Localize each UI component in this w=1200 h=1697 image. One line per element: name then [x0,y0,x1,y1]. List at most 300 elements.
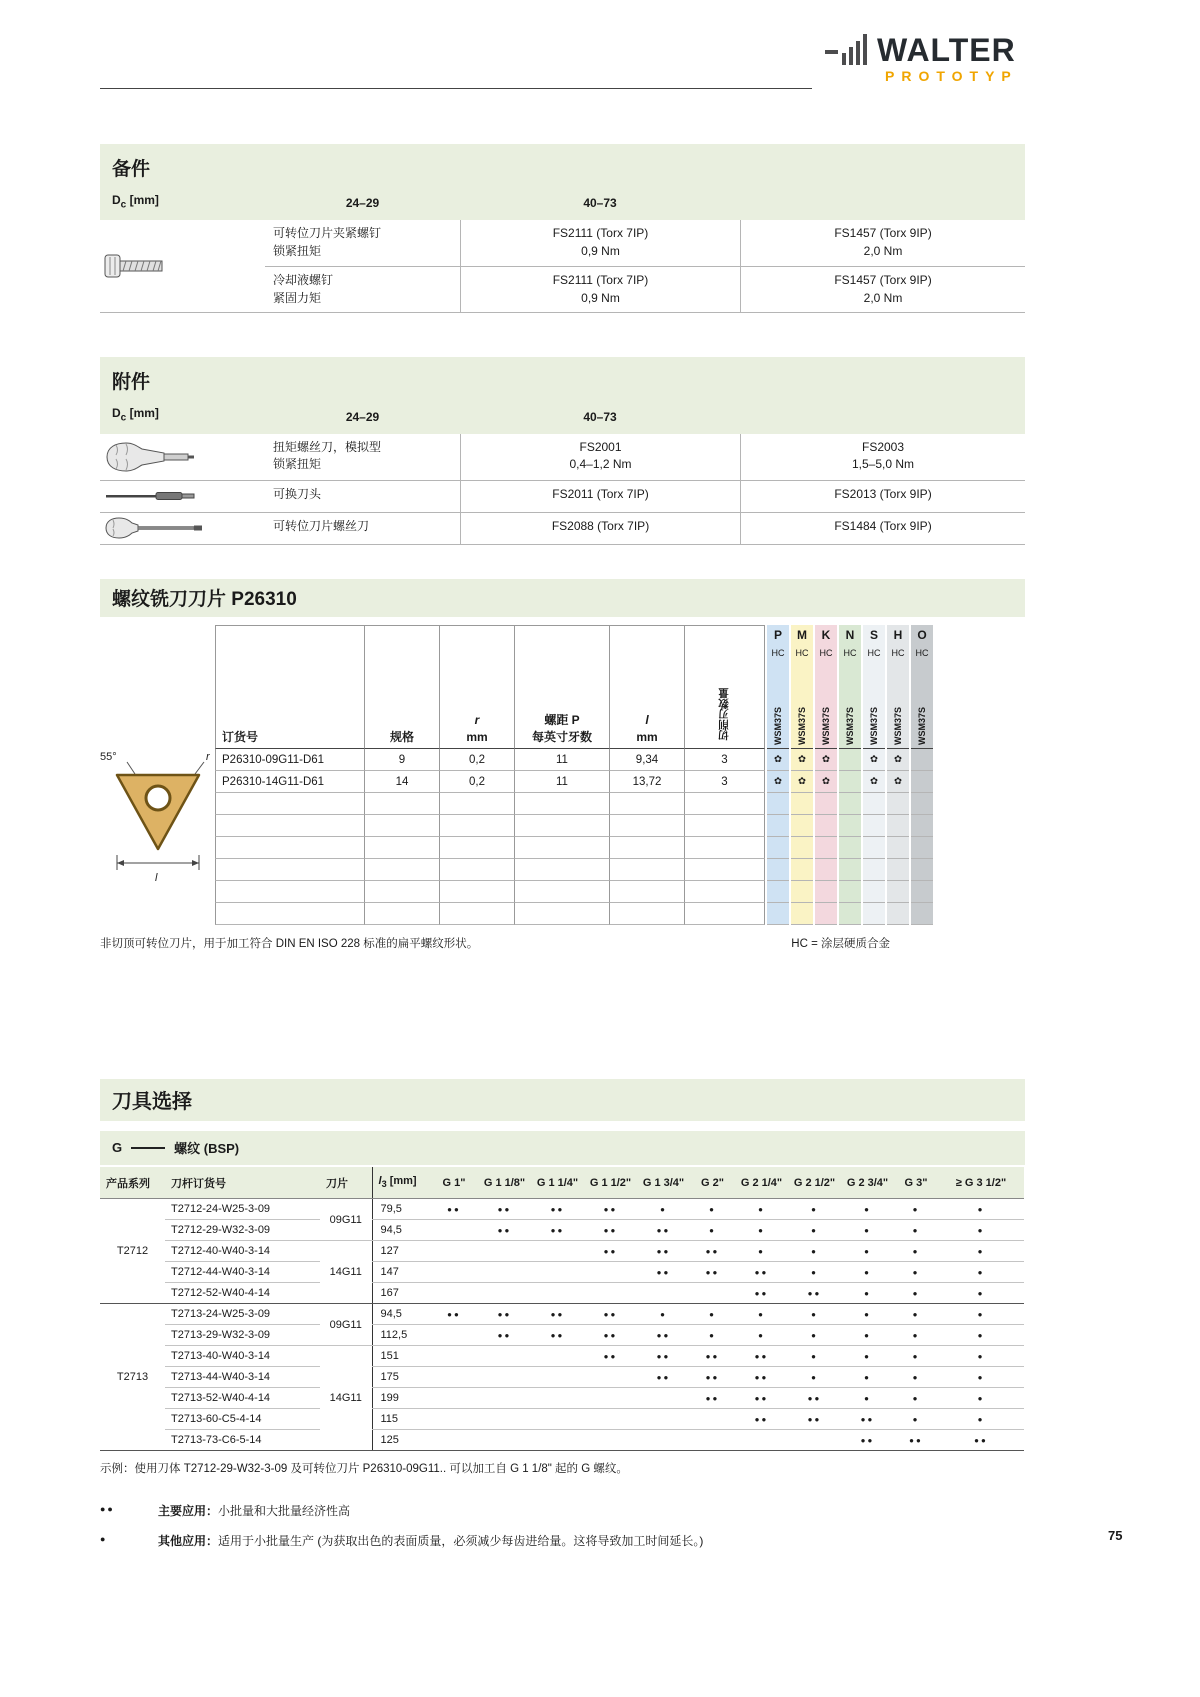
app-dot-cell: ● [841,1325,894,1346]
empty-cell [365,859,440,881]
app-dot-cell: ●● [430,1304,478,1325]
app-dot-cell: ●● [637,1241,690,1262]
pitch-cell: 11 [515,771,610,793]
empty-cell [887,903,909,925]
series-cell: T2712 [100,1199,165,1304]
accessory-row-value: FS2003 1,5–5,0 Nm [740,434,1025,480]
app-dot-cell: ● [788,1220,841,1241]
shank-cell: T2712-52-W40-4-14 [165,1283,320,1304]
app-dot-cell: ● [894,1304,938,1325]
order-cell: P26310-14G11-D61 [215,771,365,793]
angle-label: 55° [100,750,117,763]
empty-cell [610,815,685,837]
empty-cell [887,881,909,903]
grade-mark: ✿ [767,771,789,793]
accessories-section [100,357,1025,544]
thread-label: 螺纹 (BSP) [174,1141,240,1157]
app-dot-cell: ● [894,1199,938,1220]
grade-mark: ✿ [863,771,885,793]
insert-drawing [100,625,215,925]
app-dot-cell: ●● [584,1199,637,1220]
l3-cell: 127 [372,1241,430,1262]
grade-column-k [815,625,837,925]
range-header-1: 24–29 [345,409,380,424]
insert-cell: 09G11 [320,1199,372,1241]
empty-cell [791,793,813,815]
app-dot-cell [584,1388,637,1409]
grade-coating: HC [771,647,785,658]
logo-subbrand-text: PROTOTYP [885,68,1018,84]
accessory-row-label: 可换刀头 [265,480,460,512]
app-dot-cell [637,1283,690,1304]
app-dot-cell [478,1430,531,1451]
app-dot-cell: ●● [690,1388,735,1409]
grade-coating: HC [915,647,929,658]
accessory-row-label: 可转位刀片螺丝刀 [265,512,460,544]
size-cell: 14 [365,771,440,793]
spare-parts-table [100,220,1025,313]
series-cell: T2713 [100,1304,165,1451]
app-dot-cell [584,1262,637,1283]
empty-cell [911,815,933,837]
section-title-accessories: 附件 [112,372,151,394]
col-header-shank: 刀杆订货号 [165,1167,320,1199]
app-dot-cell [690,1283,735,1304]
g-col-header: G 1 1/4" [531,1167,584,1199]
thread-type-bar [100,1131,1025,1165]
app-dot-cell: ● [938,1325,1024,1346]
g-col-header: G 1 1/8" [478,1167,531,1199]
accessory-row-label: 扭矩螺丝刀，模拟型 锁紧扭矩 [273,439,382,472]
app-dot-cell [637,1388,690,1409]
walter-logo [825,34,1025,84]
empty-cell [791,815,813,837]
app-dot-cell: ●● [841,1409,894,1430]
empty-cell [767,793,789,815]
empty-cell [815,881,837,903]
app-dot-cell: ●● [735,1409,788,1430]
section-title-inserts: 螺纹铣刀刀片 P26310 [112,589,297,611]
table-row [100,1409,1024,1430]
app-dot-cell [430,1430,478,1451]
grade-columns [765,625,933,925]
app-dot-cell: ●● [584,1241,637,1262]
app-dot-cell: ● [894,1409,938,1430]
app-dot-cell: ● [735,1199,788,1220]
app-dot-cell: ● [841,1241,894,1262]
app-dot-cell: ●● [841,1430,894,1451]
grade-column-n [839,625,861,925]
accessory-row-value: FS2001 0,4–1,2 Nm [460,434,740,480]
single-dot-symbol: ● [100,1534,108,1545]
empty-cell [791,837,813,859]
l3-cell: 112,5 [372,1325,430,1346]
app-dot-cell: ● [938,1388,1024,1409]
empty-cell [863,903,885,925]
double-dot-symbol: ●● [100,1504,115,1515]
app-dot-cell: ● [938,1220,1024,1241]
app-dot-cell [690,1409,735,1430]
empty-cell [767,859,789,881]
app-dot-cell [531,1409,584,1430]
app-dot-cell: ● [788,1325,841,1346]
grade-mark: ✿ [767,749,789,771]
page-number: 75 [1108,1528,1123,1543]
empty-cell [887,859,909,881]
empty-cell [215,881,365,903]
empty-cell [365,815,440,837]
empty-cell [365,837,440,859]
empty-cell [685,815,765,837]
empty-cell [515,837,610,859]
app-dot-cell: ● [841,1283,894,1304]
app-dot-cell: ●● [788,1283,841,1304]
thread-prefix: G [112,1140,123,1156]
app-dot-cell [788,1430,841,1451]
section-title-tools: 刀具选择 [112,1091,192,1114]
accessory-row-value: FS1484 (Torx 9IP) [740,512,1025,544]
empty-cell [839,859,861,881]
app-dot-cell [430,1325,478,1346]
app-dot-cell [531,1346,584,1367]
app-dot-cell: ● [788,1262,841,1283]
table-row [100,1283,1024,1304]
app-dot-cell: ● [938,1409,1024,1430]
app-dot-cell: ●● [690,1241,735,1262]
table-row [100,1199,1024,1220]
app-dot-cell [478,1262,531,1283]
pitch-cell: 11 [515,749,610,771]
grade-letter: K [821,627,831,642]
table-row [100,1430,1024,1451]
app-dot-cell [637,1409,690,1430]
app-dot-cell: ●● [430,1199,478,1220]
app-dot-cell: ● [894,1367,938,1388]
order-cell: P26310-09G11-D61 [215,749,365,771]
l3-cell: 79,5 [372,1199,430,1220]
grade-name: WSM37S [863,661,885,749]
empty-cell [863,859,885,881]
l-cell: 13,72 [610,771,685,793]
app-dot-cell: ● [690,1325,735,1346]
logo-brand-text: WALTER [877,32,1016,69]
spare-row-value: FS1457 (Torx 9IP) 2,0 Nm [740,220,1025,266]
app-dot-cell: ●● [735,1388,788,1409]
app-dot-cell: ●● [584,1346,637,1367]
shank-cell: T2713-40-W40-3-14 [165,1346,320,1367]
empty-cell [815,793,837,815]
app-dot-cell [478,1241,531,1262]
grade-coating: HC [795,647,809,658]
empty-cell [887,837,909,859]
l-cell: 9,34 [610,749,685,771]
app-dot-cell: ● [894,1283,938,1304]
app-dot-cell: ● [938,1262,1024,1283]
empty-cell [440,837,515,859]
spare-parts-section [100,144,1025,313]
page-header [100,0,1025,100]
empty-cell [610,903,685,925]
grade-mark: ✿ [791,749,813,771]
app-dot-cell [430,1367,478,1388]
empty-cell [215,903,365,925]
empty-cell [685,903,765,925]
empty-cell [887,815,909,837]
inserts-section [100,579,1025,951]
app-dot-cell: ● [841,1388,894,1409]
empty-cell [610,881,685,903]
grade-coating: HC [819,647,833,658]
col-header-l: l mm [610,626,685,749]
app-dot-cell: ●● [637,1325,690,1346]
tool-selection-section [100,1079,1025,1550]
app-dot-cell: ●● [735,1346,788,1367]
header-divider [100,88,812,89]
app-dot-cell [430,1220,478,1241]
g-col-header: G 2 1/4" [735,1167,788,1199]
inserts-title-bar [100,579,1025,617]
app-dot-cell: ●● [690,1346,735,1367]
spare-row-value: FS1457 (Torx 9IP) 2,0 Nm [740,266,1025,312]
empty-cell [839,881,861,903]
grade-letter: H [893,627,903,642]
app-dot-cell: ● [938,1304,1024,1325]
app-dot-cell [430,1388,478,1409]
empty-cell [365,903,440,925]
app-dot-cell [430,1262,478,1283]
torque-screwdriver-icon [100,434,265,480]
app-dot-cell: ● [690,1199,735,1220]
empty-cell [863,837,885,859]
app-dot-cell: ● [938,1283,1024,1304]
grade-letter: O [917,627,927,642]
app-dot-cell: ● [938,1367,1024,1388]
empty-cell [515,859,610,881]
grade-name: WSM37S [911,661,933,749]
empty-cell [440,903,515,925]
hc-legend: HC = 涂层硬质合金 [791,937,890,950]
table-row [100,1346,1024,1367]
empty-cell [911,837,933,859]
table-row [100,1388,1024,1409]
empty-cell [791,903,813,925]
empty-cell [215,815,365,837]
shank-cell: T2713-24-W25-3-09 [165,1304,320,1325]
accessories-table [100,434,1025,545]
insert-cell: 14G11 [320,1241,372,1304]
app-dot-cell: ●● [584,1325,637,1346]
grade-coating: HC [891,647,905,658]
app-dot-cell: ●● [478,1199,531,1220]
interchangeable-blade-icon [100,480,265,512]
empty-cell [863,815,885,837]
app-dot-cell: ●● [637,1346,690,1367]
app-dot-cell: ● [735,1304,788,1325]
app-dot-cell [531,1283,584,1304]
app-dot-cell: ● [788,1304,841,1325]
grade-letter: S [869,627,878,642]
app-dot-cell: ● [894,1241,938,1262]
grade-letter: N [845,627,855,642]
app-dot-cell: ● [894,1388,938,1409]
shank-cell: T2712-44-W40-3-14 [165,1262,320,1283]
size-cell: 9 [365,749,440,771]
screw-icon [100,220,265,312]
app-dot-cell [531,1430,584,1451]
insert-cell: 09G11 [320,1304,372,1346]
empty-cell [685,859,765,881]
g-col-header: G 3" [894,1167,938,1199]
l3-cell: 94,5 [372,1304,430,1325]
app-dot-cell [637,1430,690,1451]
empty-cell [815,903,837,925]
empty-cell [440,859,515,881]
col-header-series: 产品系列 [100,1167,165,1199]
accessory-row-value: FS2013 (Torx 9IP) [740,480,1025,512]
app-dot-cell: ● [938,1346,1024,1367]
app-dot-cell [478,1367,531,1388]
empty-cell [610,793,685,815]
grade-mark: ✿ [815,749,837,771]
app-dot-cell [430,1283,478,1304]
app-dot-cell: ●● [894,1430,938,1451]
l3-cell: 151 [372,1346,430,1367]
empty-cell [767,815,789,837]
insert-screwdriver-icon [100,512,265,544]
empty-cell [911,903,933,925]
legend-main-application: ●● 主要应用：小批量和大批量经济性高 [100,1504,351,1519]
shank-cell: T2713-29-W32-3-09 [165,1325,320,1346]
empty-cell [515,815,610,837]
range-header-1: 24–29 [345,196,380,211]
shank-cell: T2713-73-C6-5-14 [165,1430,320,1451]
teeth-cell: 3 [685,749,765,771]
app-dot-cell [478,1346,531,1367]
col-header-pitch: 螺距 P 每英寸牙数 [515,626,610,749]
dc-header: $D_c$ [mm] [112,193,159,211]
empty-cell [515,903,610,925]
col-header-l3: $l_3$ [mm] [372,1167,430,1199]
empty-cell [440,881,515,903]
shank-cell: T2713-52-W40-4-14 [165,1388,320,1409]
empty-cell [791,881,813,903]
app-dot-cell: ●● [637,1262,690,1283]
grade-column-s [863,625,885,925]
empty-cell [911,859,933,881]
app-dot-cell [584,1430,637,1451]
app-dot-cell [478,1409,531,1430]
col-header-size: 规格 [365,626,440,749]
app-dot-cell: ●● [788,1388,841,1409]
empty-cell [215,793,365,815]
app-dot-cell [690,1430,735,1451]
grade-mark [839,771,861,793]
grade-name: WSM37S [791,661,813,749]
r-cell: 0,2 [440,749,515,771]
grade-mark: ✿ [791,771,813,793]
app-dot-cell: ●● [584,1220,637,1241]
grade-column-h [887,625,909,925]
shank-cell: T2712-40-W40-3-14 [165,1241,320,1262]
app-dot-cell: ●● [637,1220,690,1241]
empty-cell [440,793,515,815]
grade-coating: HC [843,647,857,658]
spare-parts-header [100,144,1025,220]
l3-cell: 175 [372,1367,430,1388]
empty-cell [863,881,885,903]
app-dot-cell: ●● [637,1367,690,1388]
app-dot-cell [531,1388,584,1409]
app-dot-cell: ●● [478,1325,531,1346]
g-col-header: G 1" [430,1167,478,1199]
empty-cell [610,859,685,881]
app-dot-cell: ●● [735,1262,788,1283]
app-dot-cell: ● [690,1220,735,1241]
empty-cell [839,837,861,859]
empty-cell [515,881,610,903]
grade-column-p [767,625,789,925]
app-dot-cell: ● [841,1346,894,1367]
app-dot-cell: ●● [531,1325,584,1346]
col-header-teeth: 切削刃数量 [685,626,765,749]
dc-header: $D_c$ [mm] [112,406,159,424]
app-dot-cell: ●● [531,1304,584,1325]
tools-title-bar [100,1079,1025,1121]
empty-cell [767,881,789,903]
col-header-insert: 刀片 [320,1167,372,1199]
app-dot-cell: ●● [478,1304,531,1325]
app-dot-cell: ● [637,1199,690,1220]
empty-cell [767,837,789,859]
table-row [100,1325,1024,1346]
range-header-2: 40–73 [583,409,617,424]
empty-cell [911,793,933,815]
grade-column-o [911,625,933,925]
shank-cell: T2713-44-W40-3-14 [165,1367,320,1388]
table-row [100,1241,1024,1262]
grade-name: WSM37S [815,661,837,749]
l3-cell: 115 [372,1409,430,1430]
accessory-row-value: FS2088 (Torx 7IP) [460,512,740,544]
app-dot-cell: ● [788,1346,841,1367]
r-cell: 0,2 [440,771,515,793]
app-dot-cell: ● [841,1199,894,1220]
l3-cell: 147 [372,1262,430,1283]
empty-cell [767,903,789,925]
empty-cell [515,793,610,815]
range-header-2: 40–73 [583,196,617,211]
legend-other-application: ● 其他应用：适用于小批量生产 (为获取出色的表面质量，必须减少每齿进给量。这将导致加工时间延长。) [100,1534,704,1549]
app-dot-cell [430,1409,478,1430]
empty-cell [685,837,765,859]
app-dot-cell: ●● [531,1199,584,1220]
inserts-footnote: 非切顶可转位刀片，用于加工符合 DIN EN ISO 228 标准的扁平螺纹形状。 [100,937,479,950]
spare-row-label: 可转位刀片夹紧螺钉 锁紧扭矩 [273,226,382,258]
insert-cell: 14G11 [320,1346,372,1451]
app-dot-cell: ●● [938,1430,1024,1451]
app-dot-cell [478,1283,531,1304]
grade-mark: ✿ [887,771,909,793]
spare-row-value: FS2111 (Torx 7IP) 0,9 Nm [460,266,740,312]
grade-coating: HC [867,647,881,658]
accessory-row-value: FS2011 (Torx 7IP) [460,480,740,512]
grade-letter: M [797,627,807,642]
l3-cell: 125 [372,1430,430,1451]
app-dot-cell: ●● [690,1262,735,1283]
table-row [100,1262,1024,1283]
app-dot-cell: ●● [735,1283,788,1304]
empty-cell [839,903,861,925]
